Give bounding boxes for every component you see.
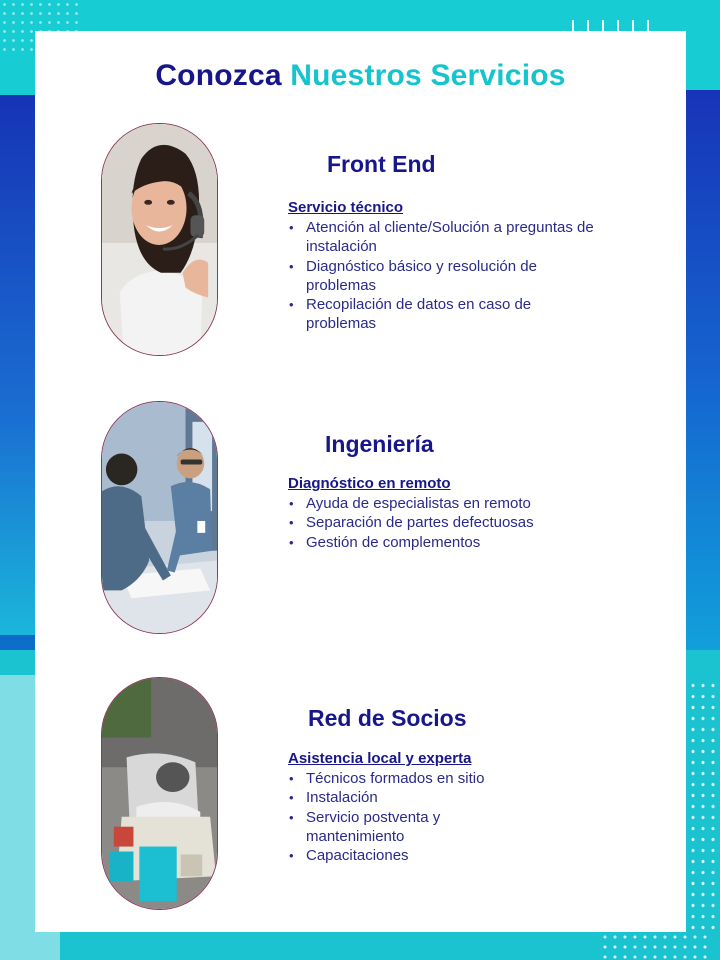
list-item: • Separación de partes defectuosas: [288, 513, 538, 532]
dot-pattern-decoration: [688, 680, 720, 930]
section-front-end: [35, 123, 686, 363]
list-item: • Técnicos formados en sitio: [288, 769, 538, 788]
list-item: • Diagnóstico básico y resolución de problemas: [288, 257, 598, 296]
section-heading: Red de Socios: [308, 705, 467, 731]
engineers-photo: [101, 401, 218, 634]
woman-headset-photo: [101, 123, 218, 356]
section-red-de-socios: [35, 677, 686, 917]
bullet-list: [288, 494, 538, 552]
list-item: • Ayuda de especialistas en remoto: [288, 494, 538, 513]
list-item: • Servicio postventa y mantenimiento: [288, 808, 538, 847]
dot-pattern-decoration: [600, 932, 710, 960]
bullet-list: [288, 218, 598, 334]
section-heading: Front End: [327, 151, 436, 177]
section-subheading: Diagnóstico en remoto: [288, 475, 451, 492]
technician-photo: [101, 677, 218, 910]
title-part-1: Conozca: [155, 59, 282, 92]
services-card: [35, 31, 686, 932]
list-item: • Capacitaciones: [288, 846, 538, 865]
page-title: [35, 59, 686, 93]
section-subheading: Asistencia local y experta: [288, 750, 472, 767]
section-ingenieria: [35, 401, 686, 641]
section-subheading: Servicio técnico: [288, 199, 404, 216]
section-heading: Ingeniería: [325, 431, 434, 457]
title-part-2: Nuestros Servicios: [290, 59, 566, 92]
bullet-list: [288, 769, 538, 865]
list-item: • Instalación: [288, 788, 538, 807]
list-item: • Atención al cliente/Solución a preguntas de instalación: [288, 218, 598, 257]
list-item: • Gestión de complementos: [288, 533, 538, 552]
list-item: • Recopilación de datos en caso de problemas: [288, 295, 598, 334]
